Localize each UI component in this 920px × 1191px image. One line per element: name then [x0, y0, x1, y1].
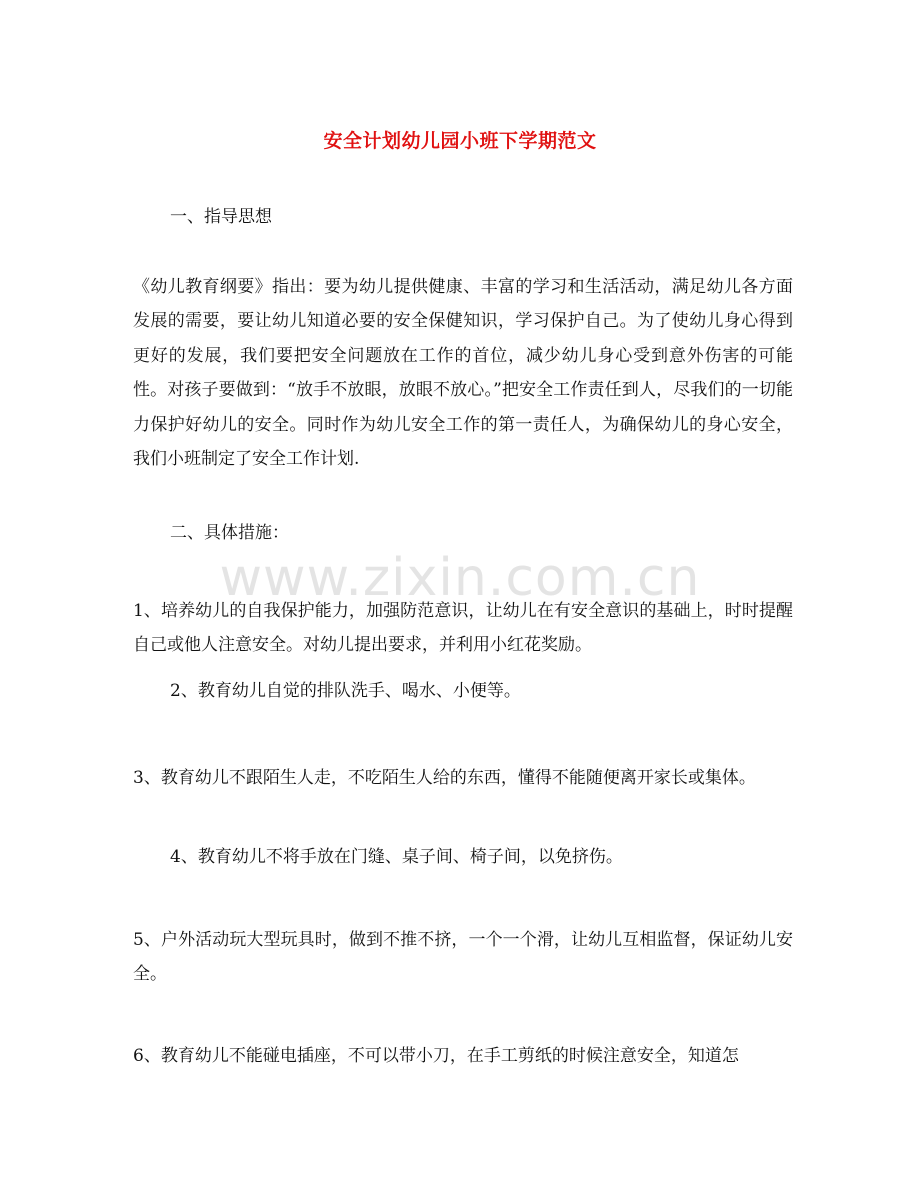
document-title: 安全计划幼儿园小班下学期范文: [323, 130, 597, 152]
measure-item-6: 6、教育幼儿不能碰电插座，不可以带小刀，在手工剪纸的时候注意安全，知道怎: [133, 1046, 739, 1066]
measure-item-1: 1、培养幼儿的自我保护能力，加强防范意识，让幼儿在有安全意识的基础上，时时提醒自己或他人注意安全。对幼儿提出要求，并利用小红花奖励。: [133, 601, 793, 656]
measure-item-4: 4、教育幼儿不将手放在门缝、桌子间、椅子间，以免挤伤。: [170, 847, 623, 867]
watermark: www.zixin.com.cn: [219, 548, 701, 608]
section-heading-measures: 二、具体措施：: [170, 523, 289, 543]
intro-paragraph: 《幼儿教育纲要》指出：要为幼儿提供健康、丰富的学习和生活活动，满足幼儿各方面发展的需要，要让幼儿知道必要的安全保健知识，学习保护自己。为了使幼儿身心得到更好的发展，我们要把安全问题放在工作的首位，减少幼儿身心受到意外伤害的可能性。对孩子要做到：“放手不放眼，放眼不放心。”把安全工作责任到人，尽我们的一切能力保护好幼儿的安全。同时作为幼儿安全工作的第一责任人，为确保幼儿的身心安全，我们小班制定了安全工作计划.: [133, 277, 793, 470]
measure-item-3: 3、教育幼儿不跟陌生人走，不吃陌生人给的东西，懂得不能随便离开家长或集体。: [133, 768, 756, 788]
section-heading-guiding-thought: 一、指导思想: [170, 207, 272, 227]
measure-item-2: 2、教育幼儿自觉的排队洗手、喝水、小便等。: [170, 681, 521, 701]
measure-item-5: 5、户外活动玩大型玩具时，做到不推不挤，一个一个滑，让幼儿互相监督，保证幼儿安全。: [133, 930, 793, 985]
